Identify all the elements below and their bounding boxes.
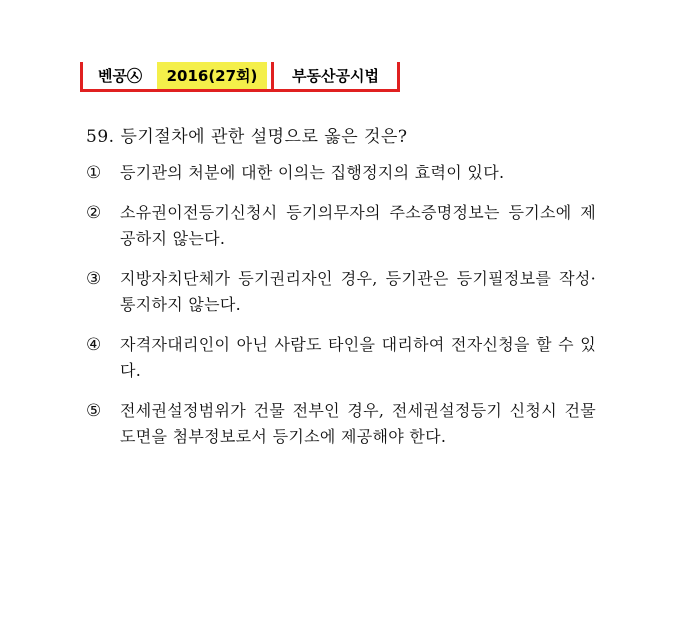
option-4 xyxy=(86,332,596,384)
option-number: ⑤ xyxy=(86,401,102,421)
header-source-label: 벤공㉦ xyxy=(80,62,157,89)
option-number: ① xyxy=(86,163,102,183)
option-5 xyxy=(86,398,596,450)
question-stem: 59. 등기절차에 관한 설명으로 옳은 것은? xyxy=(86,127,408,147)
option-text: 등기관의 처분에 대한 이의는 집행정지의 효력이 있다. xyxy=(120,163,505,182)
option-number: ④ xyxy=(86,335,102,355)
option-text: 소유권이전등기신청시 등기의무자의 주소증명정보는 등기소에 제공하지 않는다. xyxy=(120,203,596,248)
option-text: 자격자대리인이 아닌 사람도 타인을 대리하여 전자신청을 할 수 있다. xyxy=(120,335,596,380)
option-3 xyxy=(86,266,596,318)
option-1 xyxy=(86,160,596,186)
exam-header xyxy=(80,62,400,92)
header-subject-label: 부동산공시법 xyxy=(271,62,400,89)
option-text: 전세권설정범위가 건물 전부인 경우, 전세권설정등기 신청시 건물도면을 첨부정보로서 등기소에 제공해야 한다. xyxy=(120,401,596,446)
option-number: ② xyxy=(86,203,102,223)
option-number: ③ xyxy=(86,269,102,289)
option-2 xyxy=(86,200,596,252)
option-text: 지방자치단체가 등기권리자인 경우, 등기관은 등기필정보를 작성·통지하지 않는다. xyxy=(120,269,596,314)
header-year-label: 2016(27회) xyxy=(157,62,267,89)
answer-options xyxy=(86,160,596,464)
